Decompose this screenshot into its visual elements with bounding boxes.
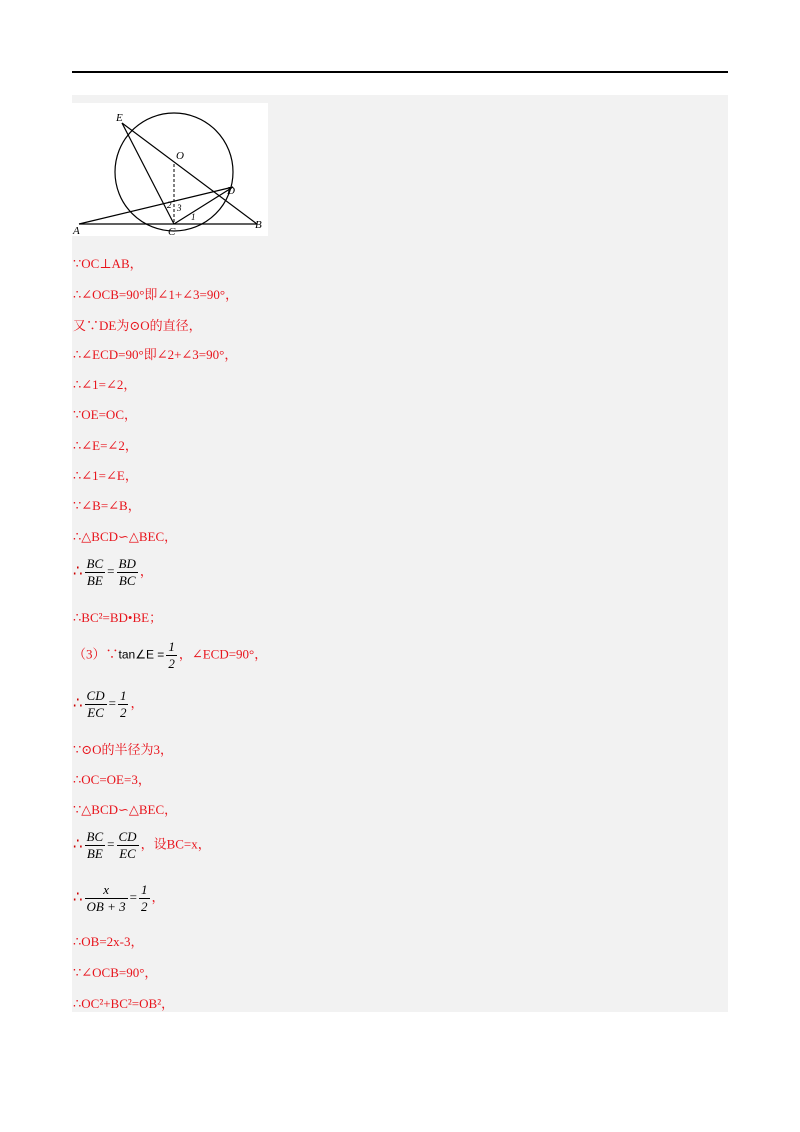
therefore-symbol: ∴ bbox=[73, 836, 83, 853]
therefore-symbol: ∴ bbox=[73, 695, 83, 712]
proof-line-17: ∵△BCD∽△BEC， bbox=[73, 802, 178, 817]
proof-line-22: ∴OC²+BC²=OB²， bbox=[73, 996, 175, 1011]
numerator: BC bbox=[86, 556, 104, 571]
fraction-x-over-ob3 bbox=[85, 882, 128, 915]
proof-line-19 bbox=[73, 882, 165, 915]
geometry-figure bbox=[72, 103, 268, 236]
denominator: OB + 3 bbox=[86, 899, 126, 914]
line-tail: ， bbox=[130, 695, 144, 711]
denominator: 2 bbox=[119, 705, 127, 720]
numerator: 1 bbox=[141, 882, 148, 897]
line-cd bbox=[174, 187, 233, 224]
fraction-one-half bbox=[139, 882, 150, 915]
label-d: D bbox=[227, 185, 235, 197]
fraction-bc-be bbox=[85, 556, 106, 589]
numerator: CD bbox=[86, 688, 105, 703]
proof-line-2: ∴∠OCB=90°即∠1+∠3=90°， bbox=[73, 287, 239, 302]
proof-line-14 bbox=[73, 688, 143, 721]
equals-sign: = bbox=[129, 889, 137, 905]
part-3-prefix: （3）∵ bbox=[73, 646, 119, 662]
denominator: 2 bbox=[141, 899, 148, 914]
therefore-symbol: ∴ bbox=[73, 889, 83, 906]
fraction-one-half bbox=[166, 639, 177, 672]
proof-line-21: ∵∠OCB=90°， bbox=[73, 965, 158, 980]
proof-line-8: ∴∠1=∠E， bbox=[73, 468, 138, 483]
label-a: A bbox=[73, 225, 80, 236]
numerator: 1 bbox=[119, 688, 127, 703]
line-tail: ， bbox=[139, 563, 153, 579]
label-o: O bbox=[176, 150, 184, 162]
numerator: 1 bbox=[168, 639, 175, 654]
numerator: CD bbox=[118, 829, 137, 844]
equals-sign: = bbox=[107, 563, 115, 579]
fraction-bc-be bbox=[85, 829, 106, 862]
therefore-symbol: ∴ bbox=[73, 563, 83, 580]
line-tail: ，设BC=x， bbox=[140, 836, 211, 852]
line-tail: ，∠ECD=90°， bbox=[178, 646, 268, 662]
denominator: BC bbox=[118, 573, 136, 588]
proof-line-20: ∴OB=2x-3， bbox=[73, 934, 144, 949]
proof-line-16: ∴OC=OE=3， bbox=[73, 772, 151, 787]
label-e: E bbox=[116, 112, 123, 124]
proof-line-13 bbox=[73, 639, 267, 672]
proof-line-5: ∴∠1=∠2， bbox=[73, 377, 137, 392]
denominator: EC bbox=[87, 705, 104, 720]
proof-line-4: ∴∠ECD=90°即∠2+∠3=90°， bbox=[73, 347, 238, 362]
proof-line-12: ∴BC²=BD•BE； bbox=[73, 610, 163, 625]
numerator: x bbox=[85, 882, 128, 899]
equals-sign: = bbox=[107, 836, 115, 852]
denominator: BE bbox=[86, 846, 103, 861]
proof-line-11 bbox=[73, 556, 153, 589]
fraction-bd-bc bbox=[117, 556, 138, 589]
numerator: BC bbox=[86, 829, 104, 844]
denominator: 2 bbox=[168, 656, 175, 671]
proof-line-3: 又∵DE为⊙O的直径， bbox=[73, 318, 202, 333]
label-c: C bbox=[168, 226, 176, 236]
proof-line-15: ∵⊙O的半径为3， bbox=[73, 742, 174, 757]
tan-expression: tan∠E = bbox=[118, 647, 165, 662]
fraction-cd-ec bbox=[85, 688, 107, 721]
numerator: BD bbox=[118, 556, 136, 571]
proof-line-6: ∵OE=OC， bbox=[73, 407, 137, 422]
line-tail: ， bbox=[151, 889, 165, 905]
denominator: EC bbox=[119, 846, 136, 861]
label-angle-1: 1 bbox=[191, 212, 196, 222]
circle-tangent-diagram bbox=[72, 103, 268, 236]
label-angle-2: 2 bbox=[167, 200, 172, 210]
label-angle-3: 3 bbox=[177, 203, 182, 213]
proof-line-7: ∴∠E=∠2， bbox=[73, 438, 138, 453]
fraction-cd-ec bbox=[117, 829, 139, 862]
denominator: BE bbox=[86, 573, 103, 588]
proof-line-18 bbox=[73, 829, 211, 862]
label-b: B bbox=[255, 219, 262, 231]
proof-line-9: ∵∠B=∠B， bbox=[73, 498, 141, 513]
fraction-one-half bbox=[118, 688, 129, 721]
header-rule bbox=[72, 71, 728, 73]
proof-line-10: ∴△BCD∽△BEC， bbox=[73, 529, 178, 544]
equals-sign: = bbox=[108, 695, 116, 711]
proof-line-1: ∵OC⊥AB， bbox=[73, 256, 143, 271]
